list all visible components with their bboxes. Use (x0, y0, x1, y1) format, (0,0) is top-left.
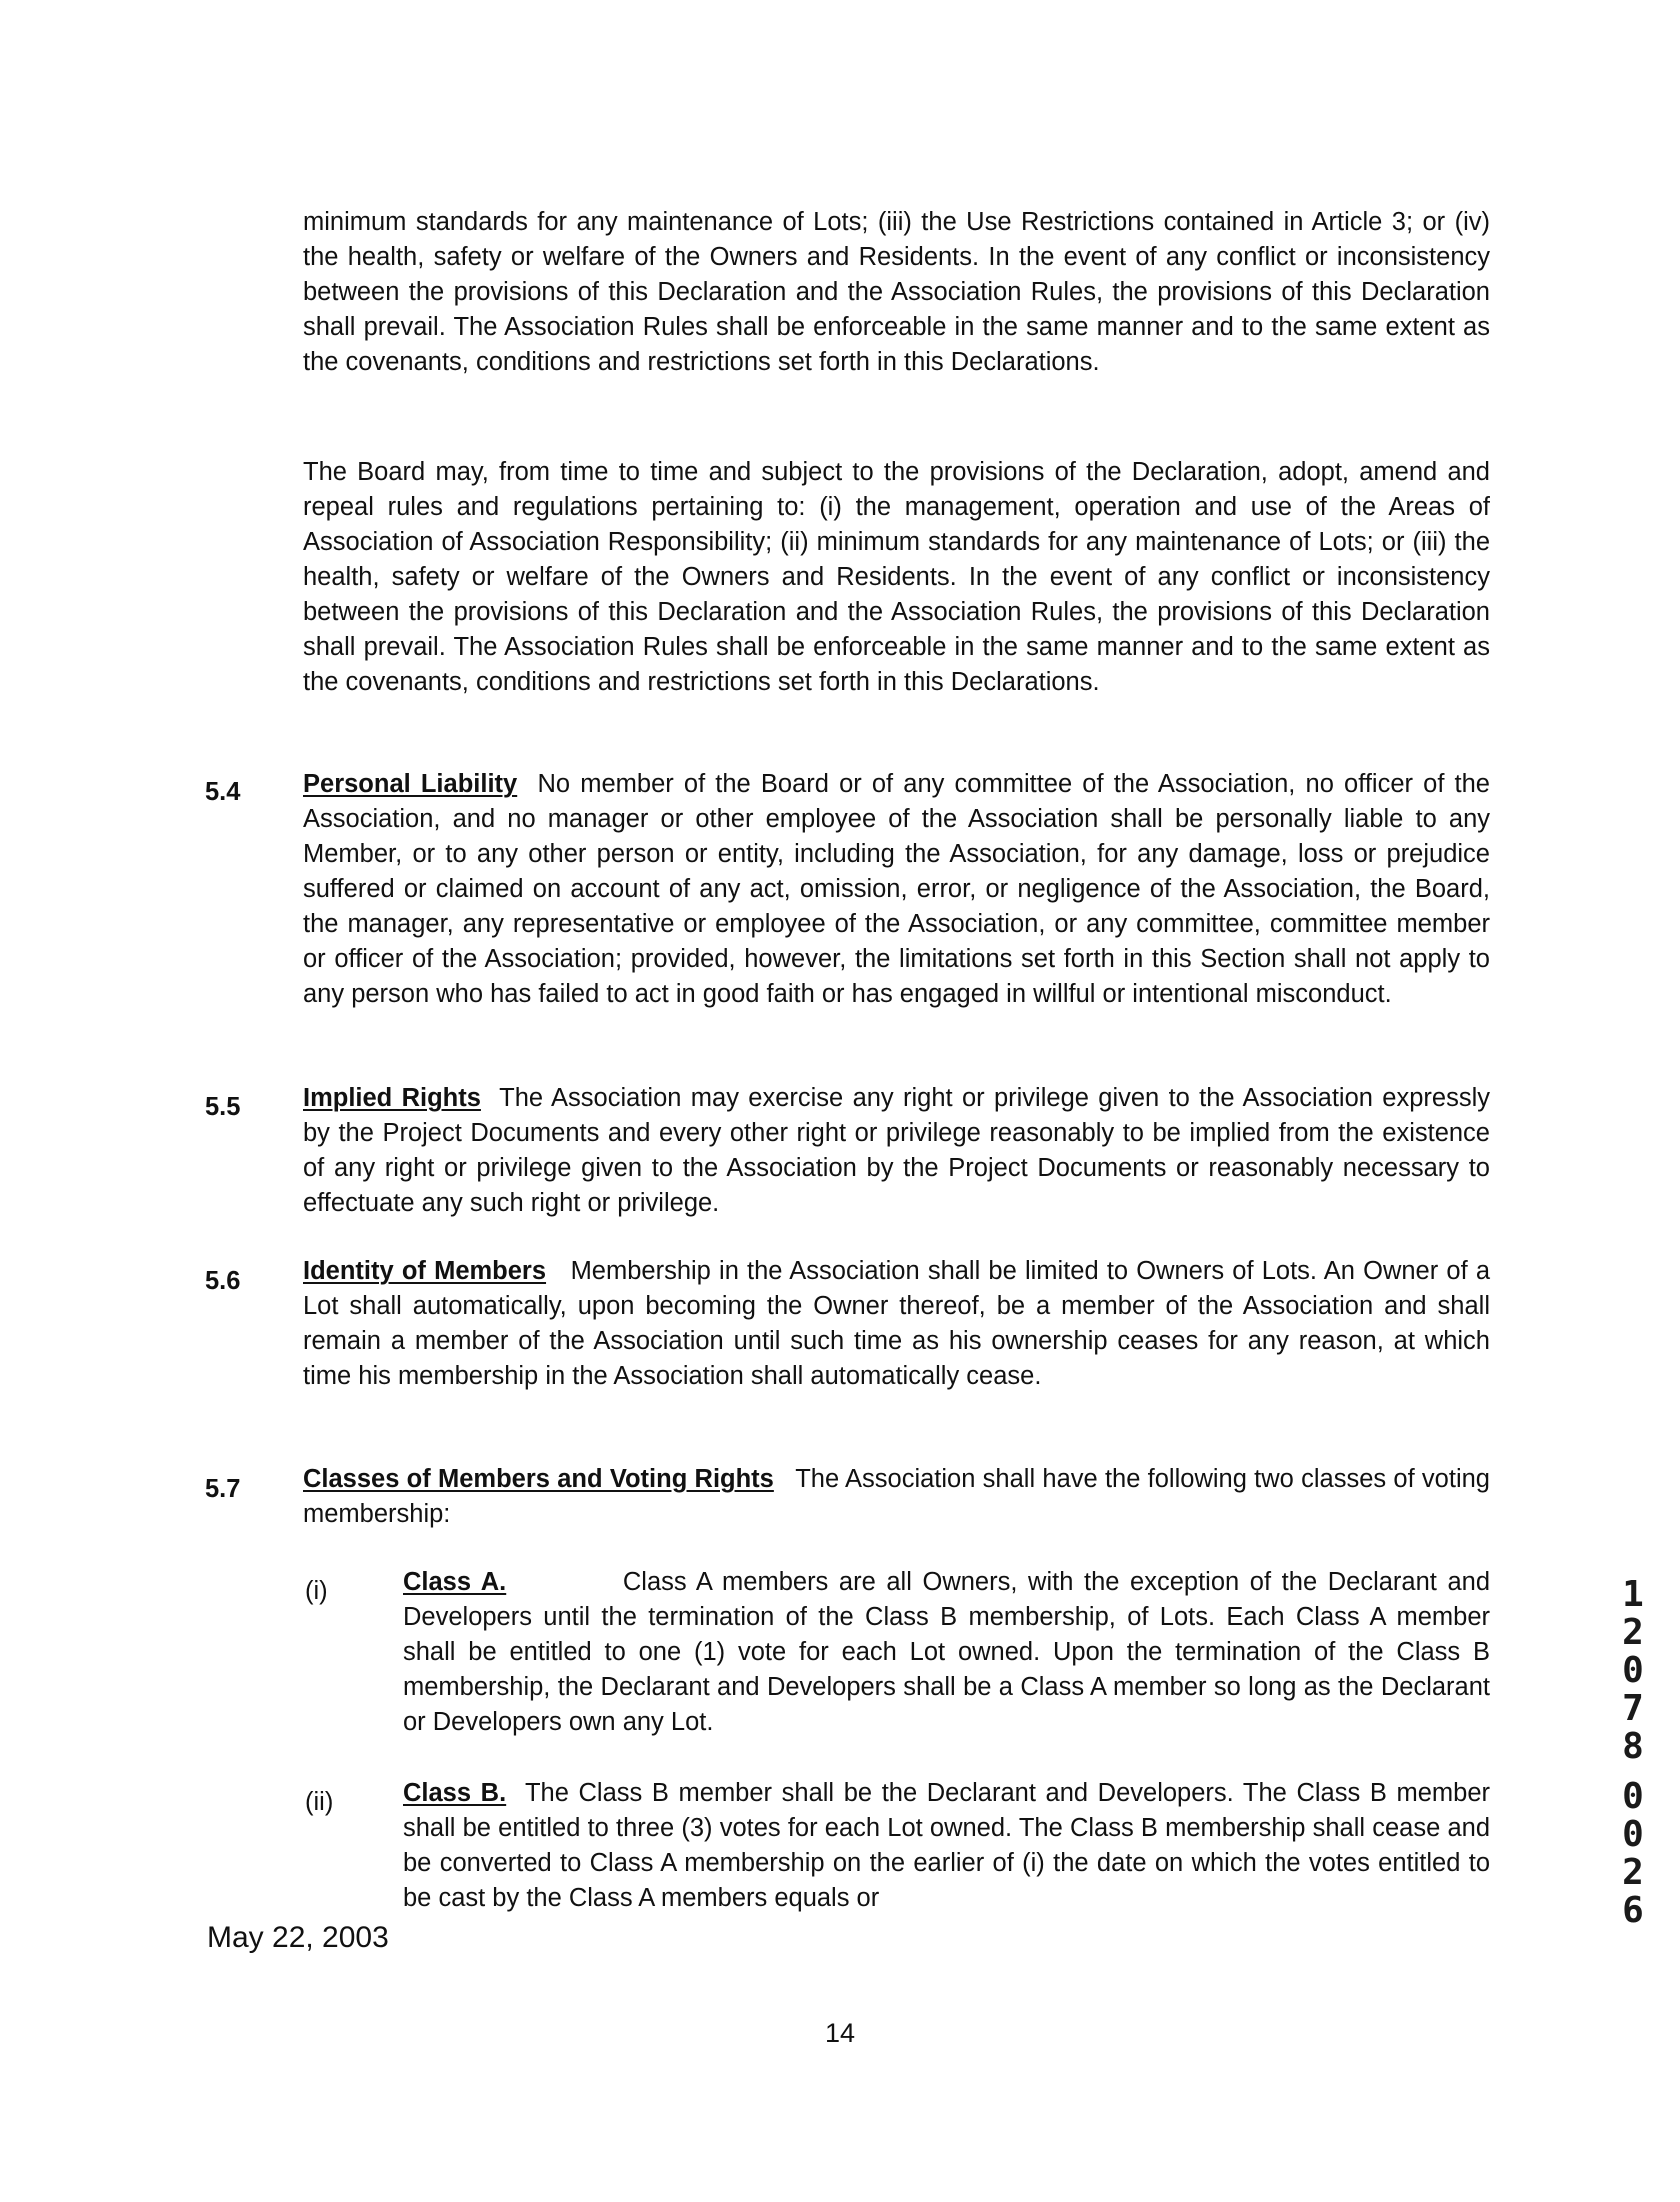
section-text: The Association may exercise any right or privilege given to the Association expressly by the Project Documents and every other right or privilege reasonably to be implied from the existence of any right or privilege given to the Association by the Project Documents or reasonably necessary to effectuate any such right or privilege. (303, 1084, 1490, 1217)
section-number: 5.7 (205, 1475, 241, 1503)
stamp-digit: 0 (1622, 1814, 1644, 1855)
subsection-number: (i) (305, 1577, 328, 1605)
stamp-digit: 1 (1622, 1574, 1644, 1615)
subsection-heading: Class B. (403, 1779, 507, 1807)
paragraph-rules-continued: minimum standards for any maintenance of Lots; (iii) the Use Restrictions contained in Article 3; or (iv) the health, safety or welfare of the Owners and Residents. In the event of any conflict or inconsistency between the provisions of this Declaration and the Association Rules, the provisions of this Declaration shall prevail. The Association Rules shall be enforceable in the same manner and to the same extent as the covenants, conditions and restrictions set forth in this Declarations. (303, 208, 1490, 376)
subsection-text: The Class B member shall be the Declarant and Developers. The Class B member shall be entitled to three (3) votes for each Lot owned. The Class B membership shall cease and be converted to Class A membership on the earlier of (i) the date on which the votes entitled to be cast by the Class A members equals or (403, 1779, 1490, 1912)
section-number: 5.5 (205, 1093, 241, 1121)
stamp-digit: 0 (1622, 1650, 1644, 1691)
section-heading: Classes of Members and Voting Rights (303, 1465, 774, 1493)
section-text: Membership in the Association shall be limited to Owners of Lots. An Owner of a Lot shall automatically, upon becoming the Owner thereof, be a member of the Association and shall remain a member of the Association until such time as his ownership ceases for any reason, at which time his membership in the Association shall automatically cease. (303, 1257, 1491, 1390)
subsection-class-b (403, 1776, 1490, 1916)
subsection-number: (ii) (305, 1788, 334, 1816)
section-heading: Identity of Members (303, 1257, 547, 1285)
page-number: 14 (824, 2018, 856, 2048)
stamp-digit: 7 (1622, 1688, 1644, 1729)
section-number: 5.6 (205, 1267, 241, 1295)
recording-stamp-bottom (1618, 1778, 1648, 1930)
stamp-digit: 6 (1622, 1890, 1644, 1931)
section-text: The Association shall have the following two classes of voting membership: (303, 1465, 1490, 1528)
stamp-digit: 8 (1622, 1726, 1644, 1767)
section-personal-liability (303, 767, 1490, 1012)
section-implied-rights (303, 1081, 1490, 1221)
subsection-class-a (403, 1565, 1490, 1740)
stamp-digit: 2 (1622, 1852, 1644, 1893)
section-classes-of-members (303, 1462, 1490, 1532)
section-heading: Personal Liability (303, 770, 518, 798)
subsection-text: Class A members are all Owners, with the exception of the Declarant and Developers until the termination of the Class B membership, of Lots. Each Class A member shall be entitled to one (1) vote for each Lot owned. Upon the termination of the Class B membership, the Declarant and Developers shall be a Class A member so long as the Declarant or Developers own any Lot. (403, 1568, 1491, 1736)
section-text: No member of the Board or of any committee of the Association, no officer of the Association, and no manager or other employee of the Association shall be personally liable to any Member, or to any other person or entity, including the Association, for any damage, loss or prejudice suffered or claimed on account of any act, omission, error, or negligence of the Association, the Board, the manager, any representative or employee of the Association, or any committee, committee member or officer of the Association; provided, however, the limitations set forth in this Section shall not apply to any person who has failed to act in good faith or has engaged in willful or intentional misconduct. (303, 770, 1490, 1008)
subsection-heading: Class A. (403, 1568, 507, 1596)
section-number: 5.4 (205, 778, 241, 806)
section-heading: Implied Rights (303, 1084, 481, 1112)
section-identity-of-members (303, 1254, 1490, 1394)
paragraph-board-rules: The Board may, from time to time and subject to the provisions of the Declaration, adopt, amend and repeal rules and regulations pertaining to: (i) the management, operation and use of the Areas of Association of Association Responsibility; (ii) minimum standards for any maintenance of Lots; or (iii) the health, safety or welfare of the Owners and Residents. In the event of any conflict or inconsistency between the provisions of this Declaration and the Association Rules, the provisions of this Declaration shall prevail. The Association Rules shall be enforceable in the same manner and to the same extent as the covenants, conditions and restrictions set forth in this Declarations. (303, 458, 1490, 696)
footer-date: May 22, 2003 (207, 1921, 389, 1954)
recording-stamp-top (1618, 1576, 1648, 1766)
stamp-digit: 0 (1622, 1776, 1644, 1817)
stamp-digit: 2 (1622, 1612, 1644, 1653)
